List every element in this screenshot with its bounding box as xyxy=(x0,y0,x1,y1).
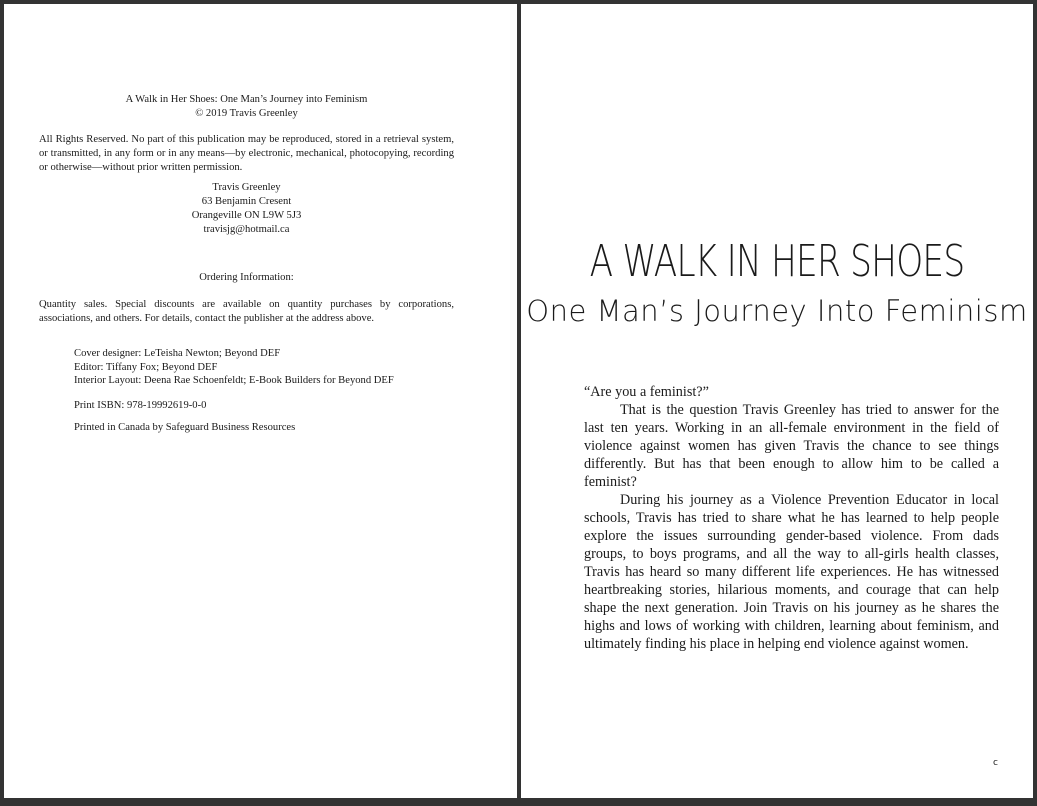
rights-statement: All Rights Reserved. No part of this publication may be reproduced, stored in a retrieval system, or transmitted, in any form or in any means—by electronic, mechanical, photocopying, recording or otherwise—without prior written permission. xyxy=(39,134,454,173)
book-title-line: A Walk in Her Shoes: One Man’s Journey into Feminism xyxy=(125,94,368,105)
address-city: Orangeville ON L9W 5J3 xyxy=(191,210,302,221)
page-number: c xyxy=(993,758,998,768)
isbn: Print ISBN: 978-19992619-0-0 xyxy=(74,400,207,411)
blurb-paragraph: “Are you a feminist?” xyxy=(584,384,709,400)
publisher-address xyxy=(39,181,454,237)
back-cover-blurb xyxy=(584,383,999,653)
credit-layout: Interior Layout: Deena Rae Schoenfeldt; E-Book Builders for Beyond DEF xyxy=(74,375,394,386)
credit-cover: Cover designer: LeTeisha Newton; Beyond DEF xyxy=(74,348,281,359)
book-title: A WALK IN HER SHOES xyxy=(589,236,965,287)
ordering-text: Quantity sales. Special discounts are available on quantity purchases by corporations, associations, and others. For details, contact the publisher at the address above. xyxy=(39,299,454,324)
copyright-heading xyxy=(39,93,454,121)
credits-list xyxy=(74,347,474,388)
address-street: 63 Benjamin Cresent xyxy=(201,196,292,207)
credit-editor: Editor: Tiffany Fox; Beyond DEF xyxy=(74,361,218,373)
printed-in: Printed in Canada by Safeguard Business Resources xyxy=(74,422,296,433)
book-subtitle: One Man’s Journey Into Feminism xyxy=(526,294,1028,328)
blurb-paragraph: That is the question Travis Greenley has tried to answer for the last ten years. Working in an all-female environment in the field of violence against women has given Travis the chance to see things differently. But has that been enough to allow him to be called a feminist? xyxy=(584,402,999,490)
ordering-heading: Ordering Information: xyxy=(199,272,294,283)
title-page xyxy=(521,4,1033,798)
address-name: Travis Greenley xyxy=(212,182,281,193)
copyright-notice: © 2019 Travis Greenley xyxy=(195,108,298,119)
blurb-paragraph: During his journey as a Violence Prevention Educator in local schools, Travis has tried to share what he has learned to help people explore the issues surrounding gender-based violence. From dads groups, to boys programs, and all the way to all-girls health classes, Travis has heard so many different life experiences. He has witnessed heartbreaking stories, hilarious moments, and courage that can help shape the next generation. Join Travis on his journey as he shares the highs and lows of working with children, learning about feminism, and ultimately finding his place in helping end violence against women. xyxy=(584,492,999,652)
address-email: travisjg@hotmail.ca xyxy=(203,224,290,235)
copyright-page xyxy=(4,4,517,798)
